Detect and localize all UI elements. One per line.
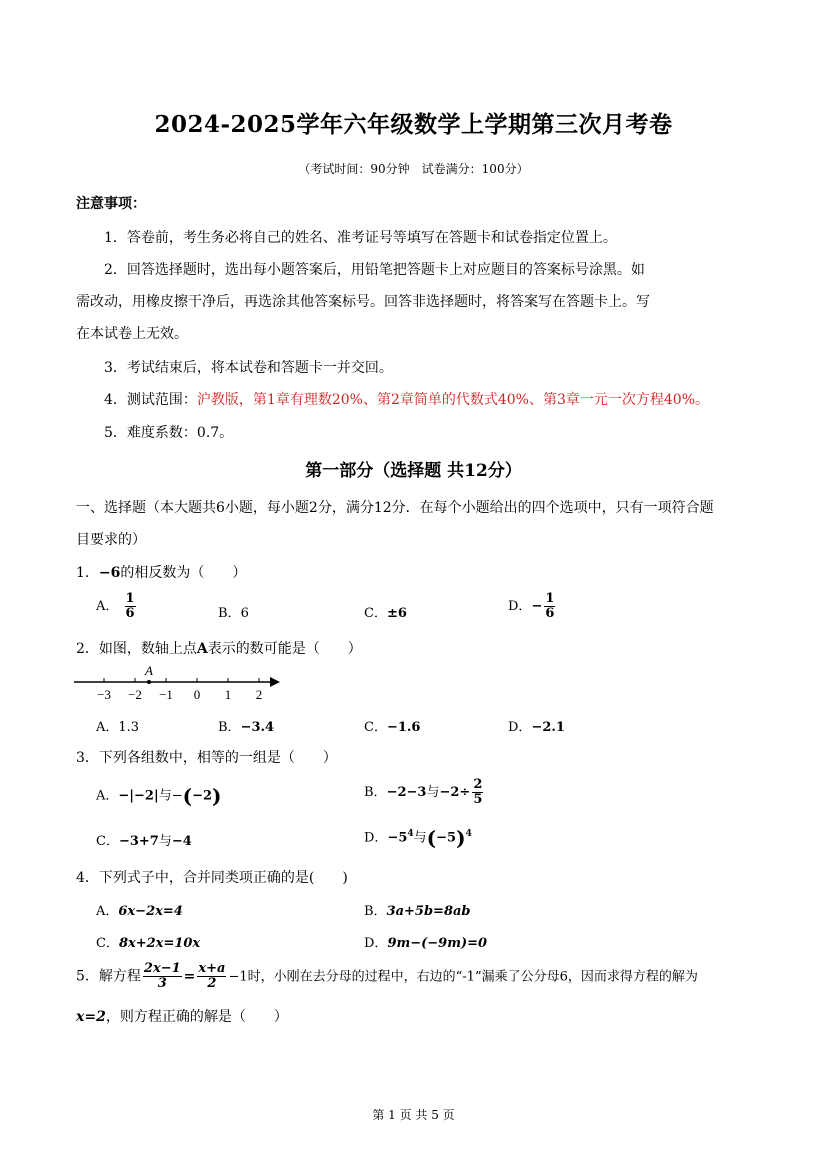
- tick-label: 0: [193, 687, 201, 702]
- q2-text: 2．如图，数轴上点: [76, 641, 197, 657]
- q5-solution-expr: x=2: [76, 1009, 106, 1025]
- note-2-line2: 需改动，用橡皮擦干净后，再选涂其他答案标号。回答非选择题时，将答案写在答题卡上。写: [76, 294, 650, 310]
- question-5-line2: [76, 1006, 288, 1026]
- q1-option-a[interactable]: [96, 592, 138, 621]
- point-a-marker: [147, 680, 151, 684]
- notes-heading: 注意事项：: [76, 196, 146, 212]
- q4-c-expr: 8x+2x=10x: [118, 936, 201, 951]
- q2-b-label: B．: [218, 720, 241, 735]
- q3-d-mid: 与: [413, 830, 427, 846]
- q3-a-expr: −|−2|: [118, 788, 159, 804]
- q4-d-expr: 9m−(−9m)=0: [387, 936, 488, 951]
- tick-label: −1: [159, 687, 173, 702]
- q4-a-label: A．: [96, 904, 119, 919]
- q1-c-value: ±6: [386, 606, 407, 621]
- q3-d-expr1: −5: [387, 830, 408, 846]
- q3-option-b[interactable]: [364, 778, 485, 807]
- question-4: 4．下列式子中，合并同类项正确的是( ): [76, 870, 348, 886]
- q1-d-label: D．: [508, 599, 532, 614]
- note-4-prefix: 4．测试范围：: [104, 392, 197, 408]
- q2-c-label: C．: [364, 720, 387, 735]
- note-3: 3．考试结束后，将本试卷和答题卡一并交回。: [104, 360, 393, 376]
- q3-b-expr1: −2−3: [386, 785, 427, 800]
- exam-title: 2024-2025学年六年级数学上学期第三次月考卷: [154, 111, 673, 138]
- q1-number: 1．: [76, 565, 99, 581]
- q4-c-label: C．: [96, 936, 119, 951]
- q3-b-den: 5: [473, 792, 483, 807]
- q5-f2-num: x+a: [198, 961, 226, 976]
- note-4-scope: 沪教版，第1章有理数20%、第2章简单的代数式40%、第3章一元一次方程40%。: [196, 392, 709, 408]
- q5-text: 5．解方程: [76, 968, 141, 985]
- q1-expr: −6: [98, 565, 121, 581]
- exam-subtitle: （考试时间：90分钟 试卷满分：100分）: [298, 162, 529, 176]
- section-intro-line1: 一、选择题（本大题共6小题，每小题2分，满分12分．在每个小题给出的四个选项中，只有一项符合题: [76, 500, 714, 516]
- q3-b-mid: 与: [426, 785, 440, 800]
- q2-point-label: A: [196, 641, 208, 657]
- q3-d-inner: −5: [436, 830, 457, 846]
- q5-f1-num: 2x−1: [143, 961, 181, 976]
- q2-option-b[interactable]: [218, 716, 274, 735]
- q1-option-c[interactable]: [364, 602, 407, 621]
- q3-c-expr2: −4: [171, 834, 192, 849]
- q5-f1-den: 3: [157, 976, 167, 991]
- question-3: 3．下列各组数中，相等的一组是（ ）: [76, 750, 337, 766]
- q5-fraction-2: [197, 962, 226, 991]
- q1-a-label: A．: [96, 599, 119, 614]
- q5-equals: =: [183, 968, 196, 985]
- q3-d-exp2: 4: [465, 829, 472, 840]
- page-footer: 第 1 页 共 5 页: [372, 1108, 455, 1122]
- q3-c-expr1: −3+7: [118, 834, 159, 849]
- tick-label: 2: [255, 687, 263, 702]
- section-intro-line2: 目要求的）: [76, 532, 146, 548]
- q1-a-fraction: [125, 592, 136, 621]
- q4-d-label: D．: [364, 936, 388, 951]
- tick-label: −3: [97, 687, 111, 702]
- q3-b-label: B．: [364, 785, 387, 800]
- note-1: 1．答卷前，考生务必将自己的姓名、准考证号等填写在答题卡和试卷指定位置上。: [104, 230, 617, 246]
- q4-option-c[interactable]: [96, 932, 200, 951]
- q2-option-a[interactable]: [96, 716, 139, 735]
- q3-a-label: A．: [96, 788, 119, 804]
- q3-b-expr2: −2÷: [439, 785, 471, 800]
- q3-c-mid: 与: [158, 834, 172, 849]
- q1-option-d[interactable]: [508, 592, 557, 621]
- q5-line2-text: ，则方程正确的解是（ ）: [105, 1009, 288, 1025]
- q3-a-inner: −2: [192, 788, 213, 804]
- q3-d-paren-open: (: [426, 826, 437, 850]
- q3-a-paren-open: (: [182, 784, 193, 808]
- q3-d-paren-close: ): [456, 826, 466, 850]
- q5-tail: −1时，小刚在去分母的过程中，右边的“-1”漏乘了公分母6，因而求得方程的解为: [228, 969, 698, 985]
- q4-b-label: B．: [364, 904, 387, 919]
- q4-option-d[interactable]: [364, 932, 487, 951]
- q2-option-c[interactable]: [364, 716, 420, 735]
- question-1: [76, 562, 246, 582]
- q3-option-a[interactable]: [96, 784, 221, 808]
- q4-b-expr: 3a+5b=8ab: [386, 904, 471, 919]
- q2-text2: 表示的数可能是（ ）: [207, 641, 362, 657]
- q2-c-value: −1.6: [386, 720, 421, 735]
- point-a-label: A: [145, 663, 153, 678]
- q3-b-num: 2: [473, 777, 483, 792]
- q1-text: 的相反数为（ ）: [120, 565, 247, 581]
- q2-a-label: A．: [96, 720, 119, 735]
- question-5: [76, 962, 698, 991]
- q5-fraction-1: [143, 962, 182, 991]
- q1-option-b[interactable]: [218, 602, 249, 621]
- q3-a-paren-close: ): [212, 784, 222, 808]
- q3-c-label: C．: [96, 834, 119, 849]
- number-line-arrow: [270, 677, 280, 687]
- q3-a-mid: 与−: [158, 788, 183, 804]
- q1-c-label: C．: [364, 606, 387, 621]
- note-5: 5．难度系数：0.7。: [104, 425, 234, 441]
- tick-label: 1: [224, 687, 232, 702]
- q1-b-label: B．: [218, 606, 241, 621]
- section-title: 第一部分（选择题 共12分）: [305, 461, 522, 481]
- q3-option-c[interactable]: [96, 830, 192, 849]
- number-line: [74, 662, 284, 704]
- q4-a-expr: 6x−2x=4: [118, 904, 183, 919]
- q1-b-value: 6: [240, 606, 249, 621]
- tick-label: −2: [128, 687, 142, 702]
- q2-d-label: D．: [508, 720, 532, 735]
- question-2: [76, 638, 362, 658]
- q1-a-den: 6: [125, 606, 135, 621]
- q5-f2-den: 2: [207, 976, 217, 991]
- q4-option-a[interactable]: [96, 900, 183, 919]
- q1-d-den: 6: [545, 606, 555, 621]
- q2-a-value: 1.3: [118, 720, 140, 735]
- q2-option-d[interactable]: [508, 716, 565, 735]
- q1-d-num: 1: [545, 591, 555, 606]
- q1-d-fraction: [544, 592, 555, 621]
- q1-d-sign: −: [531, 599, 543, 614]
- q3-option-d[interactable]: [364, 826, 472, 850]
- q2-d-value: −2.1: [531, 720, 565, 735]
- q3-d-exp1: 4: [407, 829, 414, 840]
- note-2-line1: 2．回答选择题时，选出每小题答案后，用铅笔把答题卡上对应题目的答案标号涂黑。如: [104, 262, 645, 278]
- q4-option-b[interactable]: [364, 900, 471, 919]
- note-2-line3: 在本试卷上无效。: [76, 326, 188, 342]
- q3-b-fraction: [472, 778, 483, 807]
- q2-b-value: −3.4: [240, 720, 275, 735]
- q1-a-num: 1: [125, 591, 135, 606]
- note-4: [104, 389, 709, 409]
- q3-d-label: D．: [364, 830, 388, 846]
